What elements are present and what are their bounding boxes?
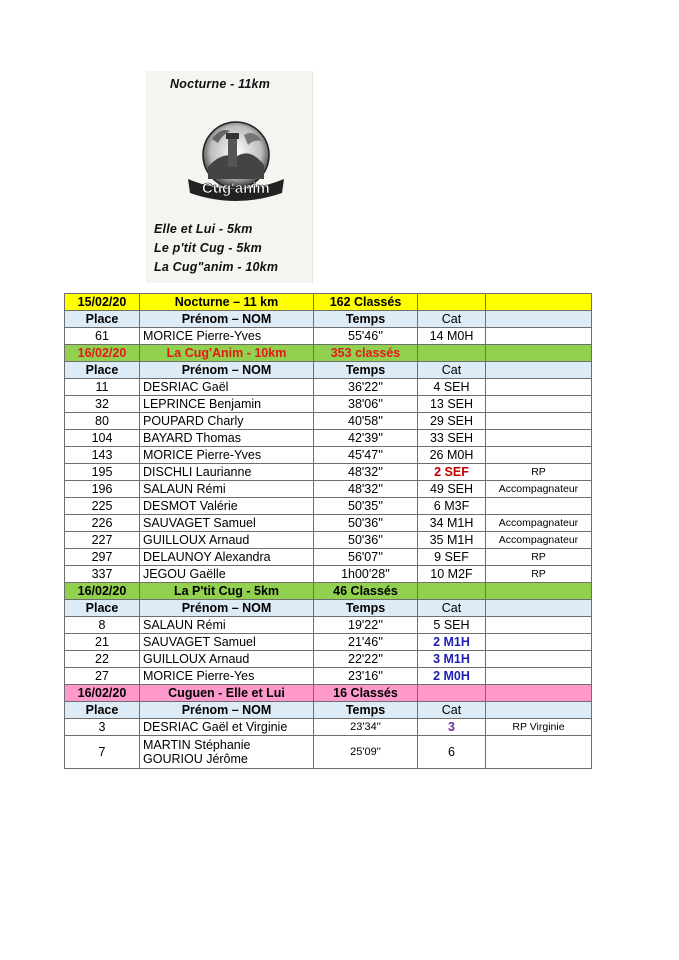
cell-time: 50'36''	[314, 515, 418, 532]
table-row	[65, 634, 592, 651]
cell-name: GUILLOUX Arnaud	[140, 651, 314, 668]
table-row	[65, 515, 592, 532]
section-finisher-count: 162 Classés	[314, 294, 418, 311]
cell-note	[486, 328, 592, 345]
cell-place: 226	[65, 515, 140, 532]
cell-place: 21	[65, 634, 140, 651]
header-cat: Cat	[418, 362, 486, 379]
section-empty-cell	[486, 685, 592, 702]
cell-note	[486, 498, 592, 515]
column-header-row	[65, 311, 592, 328]
section-empty-cell	[418, 583, 486, 600]
section-race-name: Nocturne – 11 km	[140, 294, 314, 311]
cell-place: 143	[65, 447, 140, 464]
cell-category: 4 SEH	[418, 379, 486, 396]
cell-time: 19'22''	[314, 617, 418, 634]
section-empty-cell	[418, 685, 486, 702]
cell-place: 27	[65, 668, 140, 685]
table-row	[65, 566, 592, 583]
logo-wordmark: Cug'anim	[202, 180, 270, 197]
section-date: 16/02/20	[65, 685, 140, 702]
header-name: Prénom – NOM	[140, 702, 314, 719]
table-row	[65, 379, 592, 396]
table-row	[65, 464, 592, 481]
cell-category: 35 M1H	[418, 532, 486, 549]
header-place: Place	[65, 600, 140, 617]
section-header	[65, 583, 592, 600]
cell-time: 40'58''	[314, 413, 418, 430]
cell-note	[486, 430, 592, 447]
cell-category: 13 SEH	[418, 396, 486, 413]
cell-category: 2 M0H	[418, 668, 486, 685]
cell-note: RP Virginie	[486, 719, 592, 736]
table-row	[65, 719, 592, 736]
cell-note: RP	[486, 566, 592, 583]
table-row	[65, 549, 592, 566]
header-name: Prénom – NOM	[140, 362, 314, 379]
table-row	[65, 447, 592, 464]
cell-note: RP	[486, 464, 592, 481]
flyer-line-ptit-cug: Le p'tit Cug - 5km	[154, 241, 262, 255]
cell-name: MORICE Pierre-Yes	[140, 668, 314, 685]
header-empty-cell	[486, 311, 592, 328]
cell-name: MORICE Pierre-Yves	[140, 447, 314, 464]
table-row	[65, 430, 592, 447]
section-empty-cell	[418, 294, 486, 311]
cell-category: 3 M1H	[418, 651, 486, 668]
cell-time: 1h00'28''	[314, 566, 418, 583]
cell-name: SALAUN Rémi	[140, 481, 314, 498]
section-empty-cell	[486, 583, 592, 600]
section-race-name: La Cug'Anim - 10km	[140, 345, 314, 362]
header-empty-cell	[486, 362, 592, 379]
cell-place: 297	[65, 549, 140, 566]
table-row	[65, 396, 592, 413]
cell-name: SALAUN Rémi	[140, 617, 314, 634]
cell-place: 337	[65, 566, 140, 583]
section-finisher-count: 16 Classés	[314, 685, 418, 702]
column-header-row	[65, 362, 592, 379]
header-place: Place	[65, 311, 140, 328]
cell-time: 45'47''	[314, 447, 418, 464]
flyer-line-cuganim: La Cug"anim - 10km	[154, 260, 279, 274]
cell-place: 11	[65, 379, 140, 396]
section-empty-cell	[486, 345, 592, 362]
header-place: Place	[65, 702, 140, 719]
column-header-row	[65, 702, 592, 719]
cell-time: 50'35''	[314, 498, 418, 515]
section-race-name: La P'tit Cug - 5km	[140, 583, 314, 600]
cell-note	[486, 379, 592, 396]
table-row	[65, 481, 592, 498]
cell-category: 2 M1H	[418, 634, 486, 651]
cell-time: 25'09''	[314, 736, 418, 769]
table-row	[65, 498, 592, 515]
header-empty-cell	[486, 600, 592, 617]
cell-category: 9 SEF	[418, 549, 486, 566]
cell-note: Accompagnateur	[486, 532, 592, 549]
cell-name: SAUVAGET Samuel	[140, 515, 314, 532]
cell-name: DELAUNOY Alexandra	[140, 549, 314, 566]
cell-place: 196	[65, 481, 140, 498]
cell-note	[486, 413, 592, 430]
table-row	[65, 651, 592, 668]
section-finisher-count: 353 classés	[314, 345, 418, 362]
cell-time: 48'32''	[314, 481, 418, 498]
cell-name: DESRIAC Gaël et Virginie	[140, 719, 314, 736]
cell-time: 56'07''	[314, 549, 418, 566]
cell-note: Accompagnateur	[486, 515, 592, 532]
cell-place: 8	[65, 617, 140, 634]
section-header	[65, 345, 592, 362]
section-date: 16/02/20	[65, 345, 140, 362]
cell-note: Accompagnateur	[486, 481, 592, 498]
cell-time: 23'34''	[314, 719, 418, 736]
results-table	[64, 293, 592, 769]
cell-name: SAUVAGET Samuel	[140, 634, 314, 651]
cell-category: 2 SEF	[418, 464, 486, 481]
cell-place: 22	[65, 651, 140, 668]
cell-name: GUILLOUX Arnaud	[140, 532, 314, 549]
cell-place: 225	[65, 498, 140, 515]
header-time: Temps	[314, 600, 418, 617]
cell-place: 104	[65, 430, 140, 447]
cell-category: 6 M3F	[418, 498, 486, 515]
table-row	[65, 668, 592, 685]
section-empty-cell	[486, 294, 592, 311]
header-place: Place	[65, 362, 140, 379]
cell-place: 3	[65, 719, 140, 736]
cell-time: 50'36''	[314, 532, 418, 549]
cell-name: DESRIAC Gaël	[140, 379, 314, 396]
cell-name: JEGOU Gaëlle	[140, 566, 314, 583]
event-flyer	[146, 71, 313, 283]
cell-note	[486, 634, 592, 651]
header-time: Temps	[314, 702, 418, 719]
cell-category: 5 SEH	[418, 617, 486, 634]
cell-category: 26 M0H	[418, 447, 486, 464]
column-header-row	[65, 600, 592, 617]
cell-time: 21'46''	[314, 634, 418, 651]
table-row	[65, 736, 592, 769]
cell-category: 3	[418, 719, 486, 736]
cell-note	[486, 396, 592, 413]
table-row	[65, 328, 592, 345]
cell-name: POUPARD Charly	[140, 413, 314, 430]
cell-place: 227	[65, 532, 140, 549]
header-cat: Cat	[418, 600, 486, 617]
cell-name: MORICE Pierre-Yves	[140, 328, 314, 345]
cell-note	[486, 617, 592, 634]
cell-name: BAYARD Thomas	[140, 430, 314, 447]
cell-category: 14 M0H	[418, 328, 486, 345]
cell-name: DISCHLI Laurianne	[140, 464, 314, 481]
section-empty-cell	[418, 345, 486, 362]
section-finisher-count: 46 Classés	[314, 583, 418, 600]
cell-category: 10 M2F	[418, 566, 486, 583]
header-cat: Cat	[418, 702, 486, 719]
cell-category: 33 SEH	[418, 430, 486, 447]
header-name: Prénom – NOM	[140, 311, 314, 328]
cell-time: 36'22''	[314, 379, 418, 396]
cuganim-logo	[182, 117, 290, 209]
header-time: Temps	[314, 362, 418, 379]
cell-time: 23'16''	[314, 668, 418, 685]
cell-note	[486, 447, 592, 464]
cell-category: 29 SEH	[418, 413, 486, 430]
cell-category: 34 M1H	[418, 515, 486, 532]
table-row	[65, 532, 592, 549]
section-header	[65, 294, 592, 311]
cell-name: MARTIN Stéphanie GOURIOU Jérôme	[140, 736, 314, 769]
cell-place: 7	[65, 736, 140, 769]
cell-time: 22'22''	[314, 651, 418, 668]
cell-time: 38'06''	[314, 396, 418, 413]
cell-category: 6	[418, 736, 486, 769]
header-cat: Cat	[418, 311, 486, 328]
flyer-line-elle-et-lui: Elle et Lui - 5km	[154, 222, 253, 236]
table-row	[65, 413, 592, 430]
flyer-title: Nocturne - 11km	[170, 77, 271, 91]
cell-place: 61	[65, 328, 140, 345]
results-body	[65, 294, 592, 769]
section-date: 15/02/20	[65, 294, 140, 311]
cell-place: 32	[65, 396, 140, 413]
cell-note	[486, 736, 592, 769]
section-date: 16/02/20	[65, 583, 140, 600]
cell-note	[486, 651, 592, 668]
header-name: Prénom – NOM	[140, 600, 314, 617]
cell-category: 49 SEH	[418, 481, 486, 498]
table-row	[65, 617, 592, 634]
section-race-name: Cuguen - Elle et Lui	[140, 685, 314, 702]
cell-note: RP	[486, 549, 592, 566]
cell-name: LEPRINCE Benjamin	[140, 396, 314, 413]
cell-time: 55'46''	[314, 328, 418, 345]
header-empty-cell	[486, 702, 592, 719]
section-header	[65, 685, 592, 702]
cell-time: 48'32''	[314, 464, 418, 481]
cell-place: 195	[65, 464, 140, 481]
cell-name: DESMOT Valérie	[140, 498, 314, 515]
header-time: Temps	[314, 311, 418, 328]
cell-note	[486, 668, 592, 685]
cell-place: 80	[65, 413, 140, 430]
cell-time: 42'39''	[314, 430, 418, 447]
